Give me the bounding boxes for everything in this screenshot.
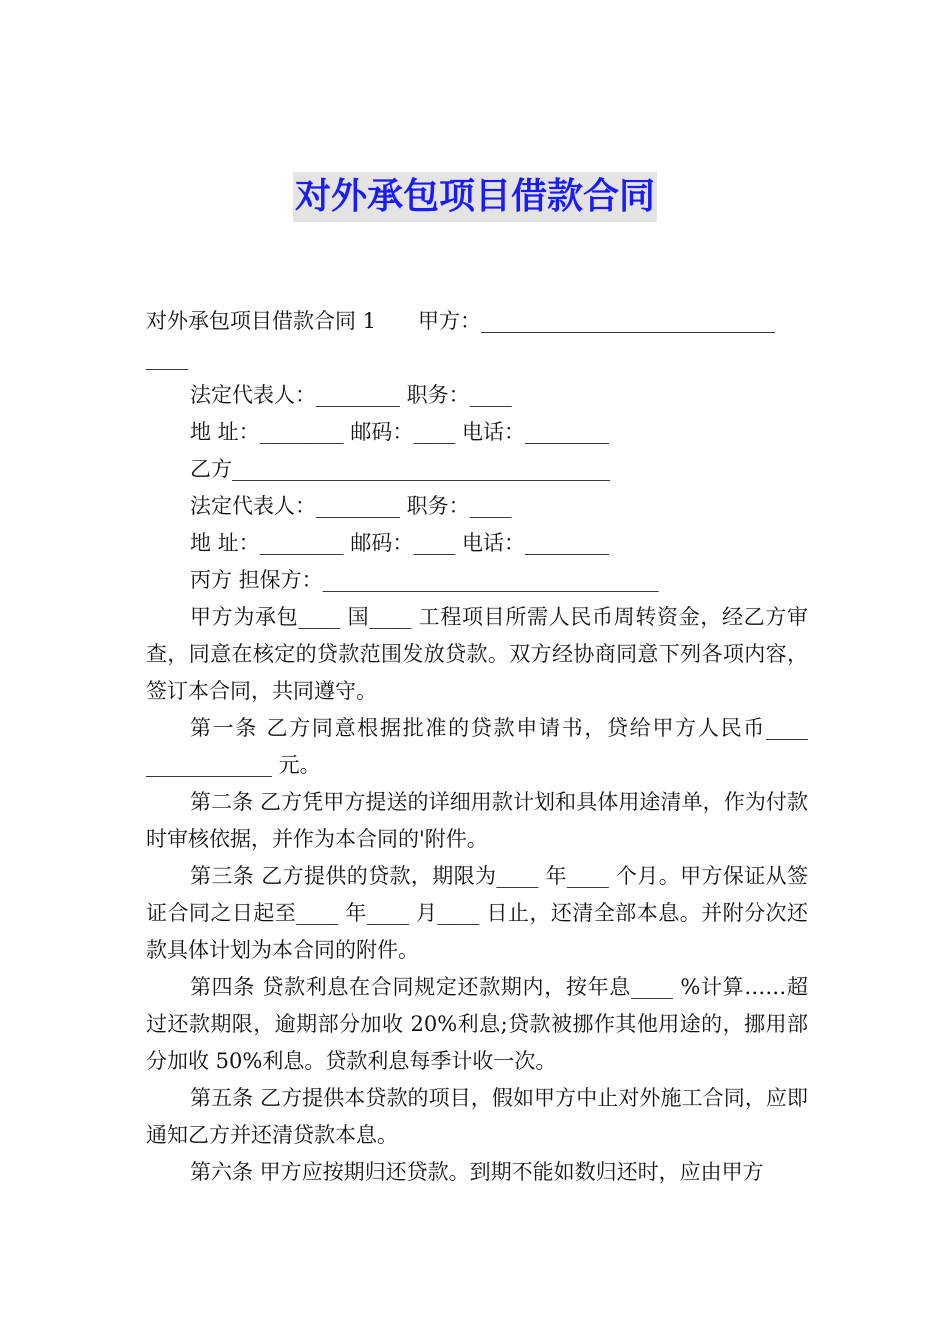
- party-b-address: 地 址：________ 邮码：____ 电话：________: [190, 531, 610, 555]
- party-a-address: 地 址：________ 邮码：____ 电话：________: [190, 420, 610, 444]
- document-title: 对外承包项目借款合同: [293, 172, 657, 222]
- article-4: 第四条 贷款利息在合同规定还款期内，按年息____ %计算……超过还款期限，逾期部分加收 20%利息;贷款被挪作其他用途的，挪用部分加收 50%利息。贷款利息每季计收一次。: [146, 975, 808, 1073]
- party-a-blank-continued: ____: [146, 346, 188, 370]
- article-3: 第三条 乙方提供的贷款，期限为____ 年____ 个月。甲方保证从签证合同之日起至____ 年____ 月____ 日止，还清全部本息。并附分次还款具体计划为本合同的附件。: [146, 864, 808, 962]
- document-body: [146, 303, 808, 1191]
- party-a-representative: 法定代表人：________ 职务：____: [190, 383, 512, 407]
- party-b: 乙方____________________________________: [190, 457, 610, 481]
- article-6: 第六条 甲方应按期归还贷款。到期不能如数归还时，应由甲方: [190, 1160, 764, 1184]
- article-5: 第五条 乙方提供本贷款的项目，假如甲方中止对外施工合同，应即通知乙方并还清贷款本息。: [146, 1086, 808, 1147]
- paragraph-intro: 甲方为承包____ 国____ 工程项目所需人民币周转资金，经乙方审查，同意在核定的贷款范围发放贷款。双方经协商同意下列各项内容，签订本合同，共同遵守。: [146, 605, 808, 703]
- contract-heading-party-a: 对外承包项目借款合同 1 甲方：____________________________: [146, 309, 776, 333]
- article-1: 第一条 乙方同意根据批准的贷款申请书，贷给甲方人民币____ ____________ 元。: [146, 716, 808, 777]
- party-c-guarantor: 丙方 担保方：________________________________: [190, 568, 659, 592]
- article-2: 第二条 乙方凭甲方提送的详细用款计划和具体用途清单，作为付款时审核依据，并作为本合同的'附件。: [146, 790, 808, 851]
- document-title-wrap: [0, 172, 950, 222]
- party-b-representative: 法定代表人：________ 职务：____: [190, 494, 512, 518]
